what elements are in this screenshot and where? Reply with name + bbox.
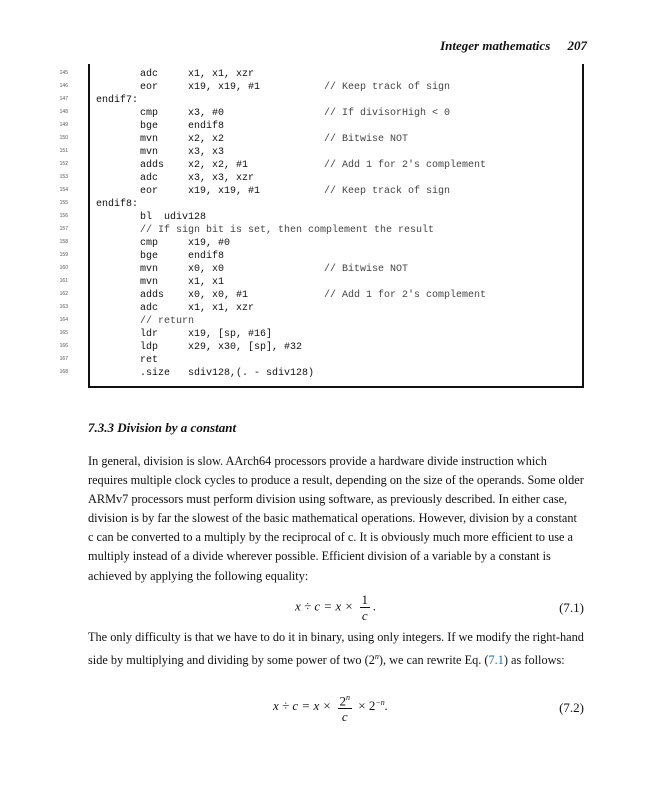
section-heading: 7.3.3 Division by a constant	[88, 420, 237, 435]
para2-sup: n	[374, 652, 379, 662]
code-line	[90, 107, 580, 120]
code-args: x1, x1, xzr	[188, 69, 255, 80]
page-number: 207	[567, 38, 587, 53]
code-listing	[59, 64, 584, 388]
equation-7-1	[88, 588, 584, 628]
line-number: 145	[59, 70, 68, 76]
line-number: 157	[59, 226, 68, 232]
line-number: 153	[59, 174, 68, 180]
code-op: mvn	[140, 277, 159, 288]
code-args: endif8	[188, 251, 225, 262]
line-number: 146	[59, 83, 68, 89]
code-line	[90, 263, 580, 276]
code-op: cmp	[140, 108, 159, 119]
line-number: 155	[59, 200, 68, 206]
code-line	[90, 68, 580, 81]
code-args: x3, x3, xzr	[188, 173, 255, 184]
eq2-label: (7.2)	[559, 700, 584, 715]
code-line	[90, 159, 580, 172]
code-op: adds	[140, 160, 165, 171]
line-number: 160	[59, 265, 68, 271]
code-comment: // Bitwise NOT	[324, 264, 409, 275]
code-args: x19, x19, #1	[188, 82, 261, 93]
code-line	[90, 328, 580, 341]
code-op: eor	[140, 82, 159, 93]
code-line	[90, 250, 580, 263]
code-args: x2, x2	[188, 134, 225, 145]
code-op: cmp	[140, 238, 159, 249]
code-args: x29, x30, [sp], #32	[188, 342, 303, 353]
eq2-tail: .	[384, 698, 388, 714]
code-line	[90, 81, 580, 94]
code-label: endif8:	[96, 199, 139, 210]
code-args: x19, [sp, #16]	[188, 329, 273, 340]
code-op: bge	[140, 251, 159, 262]
code-line	[90, 146, 580, 159]
line-number: 147	[59, 96, 68, 102]
code-line	[90, 133, 580, 146]
line-number: 156	[59, 213, 68, 219]
code-comment: // Keep track of sign	[324, 82, 451, 93]
code-line	[90, 185, 580, 198]
eq2-num-base: 2	[339, 693, 346, 709]
code-line	[90, 211, 580, 224]
code-full: // return	[140, 316, 195, 327]
code-op: mvn	[140, 147, 159, 158]
eq1-denominator: c	[361, 608, 368, 623]
code-line	[90, 302, 580, 315]
eq2-lhs: x ÷ c = x ×	[273, 698, 332, 714]
code-comment: // Keep track of sign	[324, 186, 451, 197]
line-number: 149	[59, 122, 68, 128]
line-number: 158	[59, 239, 68, 245]
line-number: 163	[59, 304, 68, 310]
para2-c: ) as follows:	[503, 653, 565, 668]
code-op: ldr	[140, 329, 159, 340]
eq2-mid: × 2	[358, 698, 376, 714]
eq1-lhs: x ÷ c = x ×	[295, 598, 354, 614]
equation-reference-link[interactable]: 7.1	[488, 653, 504, 668]
code-args: x1, x1, xzr	[188, 303, 255, 314]
code-op: adc	[140, 69, 159, 80]
eq1-label: (7.1)	[559, 600, 584, 615]
code-op: adds	[140, 290, 165, 301]
eq2-denominator: c	[341, 709, 348, 725]
code-args: x0, x0, #1	[188, 290, 249, 301]
line-number: 148	[59, 109, 68, 115]
code-line	[90, 315, 580, 328]
code-comment: // Add 1 for 2's complement	[324, 290, 487, 301]
eq2-mid-exp: −n	[375, 697, 385, 707]
code-full: // If sign bit is set, then complement the result	[140, 225, 435, 236]
code-args: endif8	[188, 121, 225, 132]
code-line	[90, 172, 580, 185]
line-number: 154	[59, 187, 68, 193]
code-comment: // Bitwise NOT	[324, 134, 409, 145]
eq2-num-exp: n	[346, 693, 350, 702]
code-label: endif7:	[96, 95, 139, 106]
line-number: 161	[59, 278, 68, 284]
code-line	[90, 94, 580, 107]
eq1-fraction	[360, 592, 371, 623]
line-number: 152	[59, 161, 68, 167]
line-number: 150	[59, 135, 68, 141]
paragraph-binary	[88, 628, 584, 670]
code-line	[90, 354, 580, 367]
code-line	[90, 367, 580, 380]
code-line	[90, 198, 580, 211]
code-args: x3, #0	[188, 108, 225, 119]
line-number: 167	[59, 356, 68, 362]
code-op: ldp	[140, 342, 159, 353]
code-args: x3, x3	[188, 147, 225, 158]
line-number: 151	[59, 148, 68, 154]
line-number: 165	[59, 330, 68, 336]
code-comment: // If divisorHigh < 0	[324, 108, 451, 119]
code-op: bge	[140, 121, 159, 132]
code-line	[90, 120, 580, 133]
code-args: x0, x0	[188, 264, 225, 275]
para2-b: ), we can rewrite Eq. (	[378, 653, 489, 668]
line-number: 168	[59, 369, 68, 375]
code-op: adc	[140, 303, 159, 314]
line-number: 162	[59, 291, 68, 297]
code-op: mvn	[140, 134, 159, 145]
code-line	[90, 224, 580, 237]
code-comment: // Add 1 for 2's complement	[324, 160, 487, 171]
code-op: .size	[140, 368, 171, 379]
code-args: x1, x1	[188, 277, 225, 288]
page-header	[440, 38, 587, 54]
eq2-numerator	[338, 690, 353, 709]
code-op: bl udiv128	[140, 212, 207, 223]
eq1-numerator: 1	[361, 592, 368, 607]
eq2-fraction	[338, 690, 353, 724]
code-op: mvn	[140, 264, 159, 275]
line-number: 166	[59, 343, 68, 349]
code-args: sdiv128,(. - sdiv128)	[188, 368, 315, 379]
line-number: 159	[59, 252, 68, 258]
para2-a: The only difficulty is that we have to do it in binary, using only integers. If we modify the right-hand side by multiplying and dividing by some power of two (2	[88, 630, 584, 668]
code-args: x19, #0	[188, 238, 231, 249]
code-line	[90, 289, 580, 302]
code-op: adc	[140, 173, 159, 184]
line-number: 164	[59, 317, 68, 323]
code-op: ret	[140, 355, 159, 366]
code-line	[90, 276, 580, 289]
code-args: x2, x2, #1	[188, 160, 249, 171]
code-line	[90, 237, 580, 250]
code-op: eor	[140, 186, 159, 197]
code-args: x19, x19, #1	[188, 186, 261, 197]
equation-7-2	[88, 688, 584, 728]
paragraph-intro: In general, division is slow. AArch64 processors provide a hardware divide instruction which requires multiple clock cycles to produce a result, depending on the size of the operands. Some older ARMv7 processors must perform division using software, as previously described. In either case, division is by far the slowest of the basic mathematical operations. However, division by a constant c can be converted to a multiply by the reciprocal of c. It is obviously much more efficient to use a multiply instead of a divide wherever possible. Efficient division of a variable by a constant is achieved by applying the following equality:	[88, 454, 584, 583]
eq1-tail: .	[373, 598, 377, 614]
running-title: Integer mathematics	[440, 38, 551, 53]
code-line	[90, 341, 580, 354]
